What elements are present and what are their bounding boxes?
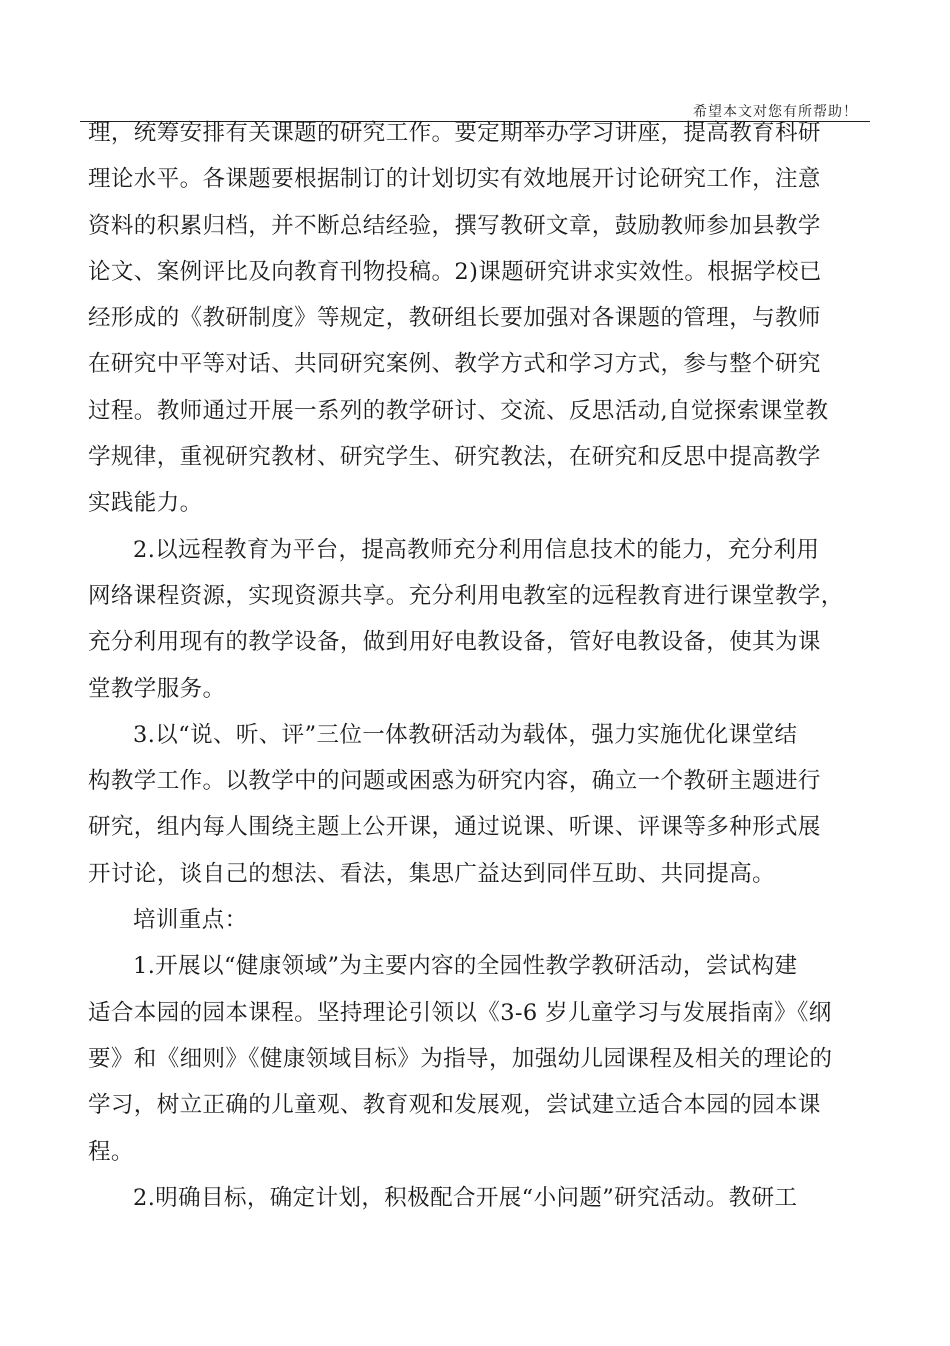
- paragraph-health-domain: 1.开展以“健康领域”为主要内容的全园性教学教研活动，尝试构建 适合本园的园本课程。坚持理论引领以《3-6 岁儿童学习与发展指南》《纲 要》和《细则》《健康领域目标》为指导，加强幼儿园课程及相关的理论的 学习，树立正确的儿童观、教育观和发展观，尝试建立适合本园的园本课 程。: [88, 953, 833, 1165]
- document-body: [88, 110, 864, 1221]
- paragraph-research-management: 理，统筹安排有关课题的研究工作。要定期举办学习讲座，提高教育科研 理论水平。各课题要根据制订的计划切实有效地展开讨论研究工作，注意 资料的积累归档，并不断总结经验，撰写教研文章，鼓励教师参加县教学 论文、案例评比及向教育刊物投稿。2)课题研究讲求实效性。根据学校已 经形成的《教研制度》等规定，教研组长要加强对各课题的管理，与教师 在研究中平等对话、共同研究案例、教学方式和学习方式，参与整个研究 过程。教师通过开展一系列的教学研讨、交流、反思活动,自觉探索课堂教 学规律，重视研究教材、研究学生、研究教法，在研究和反思中提高教学 实践能力。: [88, 120, 829, 517]
- section-heading-training-focus: 培训重点：: [133, 907, 248, 934]
- paragraph-remote-education: 2.以远程教育为平台，提高教师充分利用信息技术的能力，充分利用 网络课程资源，实现资源共享。充分利用电教室的远程教育进行课堂教学， 充分利用现有的教学设备，做到用好电教设备，管好电教设备，使其为课 堂教学服务。: [88, 536, 844, 702]
- paragraph-small-problem-research: 2.明确目标，确定计划，积极配合开展“小问题”研究活动。教研工: [133, 1184, 798, 1211]
- paragraph-teaching-activity: 3.以“说、听、评”三位一体教研活动为载体，强力实施优化课堂结 构教学工作。以教学中的问题或困惑为研究内容，确立一个教研主题进行 研究，组内每人围绕主题上公开课，通过说课、听课、评课等多种形式展 开讨论，谈自己的想法、看法，集思广益达到同伴互助、共同提高。: [88, 721, 821, 887]
- header-note: 希望本文对您有所帮助！: [693, 104, 858, 120]
